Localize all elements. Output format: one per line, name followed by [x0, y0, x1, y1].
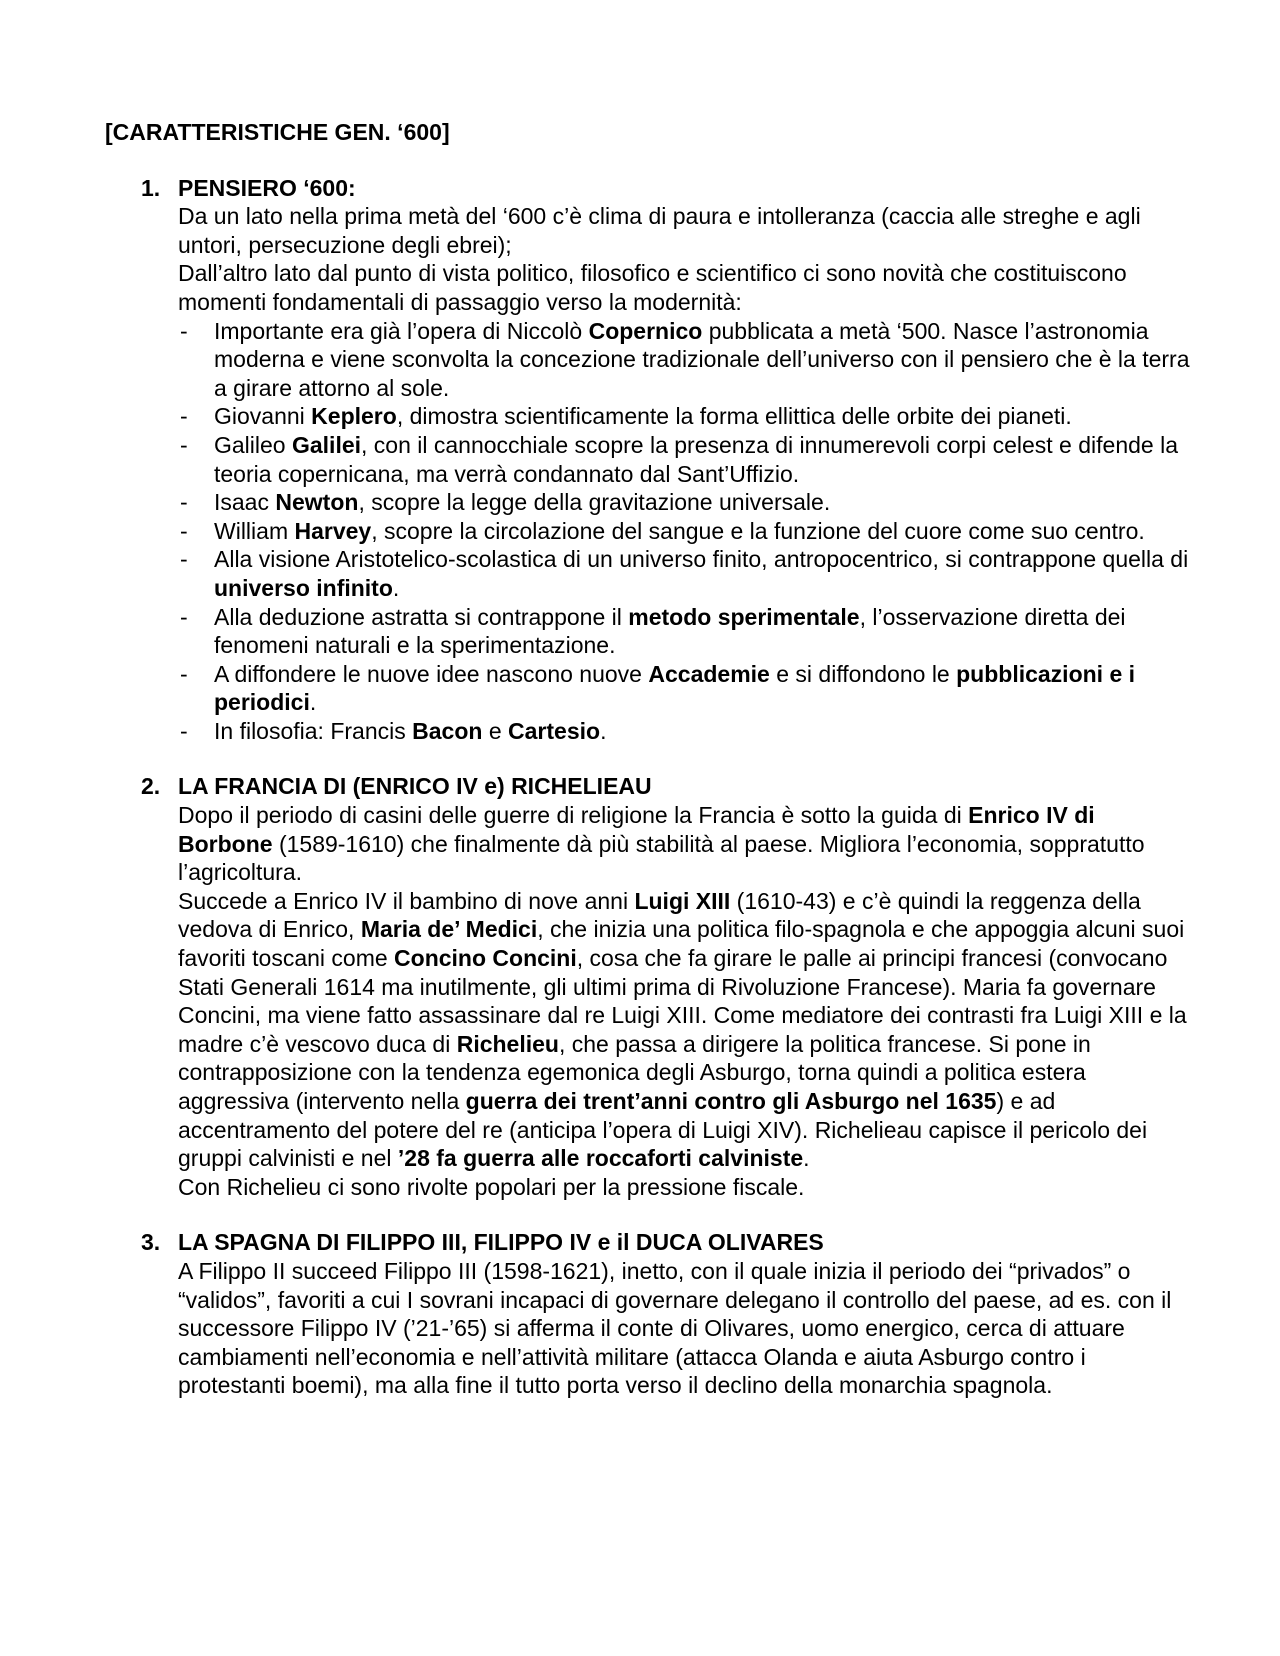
section-number: 2.: [141, 773, 161, 800]
text-run: , con il cannocchiale scopre la presenza di innumerevoli corpi celest e difende la teoria copernicana, ma verrà condannato dal Sant’Uffizio.: [214, 431, 1178, 487]
text-run: In filosofia: Francis: [214, 717, 413, 744]
text-run: A diffondere le nuove idee nascono nuove: [214, 660, 649, 687]
bullet-dash-icon: -: [180, 317, 188, 344]
text-run: Dall’altro lato dal punto di vista politico, filosofico e scientifico ci sono novità che costituiscono momenti fondamentali di passaggio verso la modernità:: [178, 260, 1127, 315]
bullet-dash-icon: -: [180, 546, 188, 573]
text-run: Dopo il periodo di casini delle guerre di religione la Francia è sotto la guida di: [178, 802, 969, 829]
bold-text: metodo sperimentale: [628, 603, 860, 630]
text-run: William: [214, 517, 295, 544]
section-number: 1.: [141, 174, 161, 201]
bold-text: Accademie: [648, 660, 770, 687]
bold-text: universo infinito: [214, 574, 393, 601]
text-run: .: [600, 717, 607, 744]
section-number: 3.: [141, 1229, 161, 1256]
text-run: ) e ad accentramento del potere del re (anticipa l’opera di Luigi XIV). Richelieau capisce il pericolo dei gruppi calvinisti e nel: [178, 1088, 1148, 1172]
paragraph: [178, 1173, 1190, 1202]
list-item: [178, 717, 1190, 746]
paragraph: [178, 1257, 1190, 1400]
text-run: , scopre la legge della gravitazione universale.: [358, 489, 831, 516]
section-2: [141, 772, 1190, 1201]
text-run: A Filippo II succeed Filippo III (1598-1621), inetto, con il quale inizia il periodo dei “privados” o “validos”, favoriti a cui I sovrani incapaci di governare delegano il controllo del paese, ad es. con il successore Filippo IV (’21-’65) si afferma il conte di Olivares, uomo energico, cerca di attuare cambiamenti nell’economia e nell’attività militare (attacca Olanda e aiuta Asburgo contro i protestanti boemi), ma alla fine il tutto porta verso il declino della monarchia spagnola.: [178, 1257, 1172, 1399]
bold-text: guerra dei trent’anni contro gli Asburgo nel 1635: [465, 1088, 997, 1114]
bold-text: ’28 fa guerra alle roccaforti calviniste: [397, 1145, 804, 1172]
section-title: LA FRANCIA DI (ENRICO IV e) RICHELIEAU: [178, 773, 652, 800]
section-title: PENSIERO ‘600:: [178, 174, 356, 201]
text-run: Da un lato nella prima metà del ‘600 c’è clima di paura e intolleranza (caccia alle streghe e agli untori, persecuzione degli ebrei);: [178, 203, 1141, 258]
bold-text: Bacon: [412, 717, 483, 744]
bullet-dash-icon: -: [180, 717, 188, 744]
paragraph: [178, 202, 1190, 259]
text-run: Isaac: [214, 489, 276, 516]
section-1: [141, 174, 1190, 746]
text-run: , cosa che fa girare le palle ai principi francesi (convocano Stati Generali 1614 ma inutilmente, gli ultimi prima di Rivoluzione Francese). Maria fa governare Concini, ma viene fatto assassinare dal re Luigi XIII. Come mediatore dei contrasti fra Luigi XIII e la madre c’è vescovo duca di: [178, 945, 1187, 1057]
text-run: , dimostra scientificamente la forma ellittica delle orbite dei pianeti.: [396, 403, 1072, 430]
text-run: Importante era già l’opera di Niccolò: [214, 317, 589, 344]
text-run: , che passa a dirigere la politica francese. Si pone in contrapposizione con la tendenza egemonica degli Asburgo, torna quindi a politica estera aggressiva (intervento nella: [178, 1030, 1091, 1114]
bold-text: Concino Concini: [394, 945, 577, 972]
list-item: [178, 488, 1190, 517]
bold-text: Cartesio: [508, 717, 601, 744]
bullet-dash-icon: -: [180, 603, 188, 630]
bold-text: Galilei: [291, 431, 362, 458]
bold-text: Enrico IV di Borbone: [178, 802, 1095, 857]
text-run: , l’osservazione diretta dei fenomeni naturali e la sperimentazione.: [214, 603, 1126, 659]
list-item: [178, 402, 1190, 431]
bold-text: Harvey: [294, 517, 372, 544]
text-run: e si diffondono le: [769, 660, 957, 687]
bold-text: Keplero: [311, 403, 397, 430]
paragraph: [178, 887, 1190, 1173]
paragraph: [178, 259, 1190, 316]
text-run: Galileo: [214, 431, 292, 458]
bullet-dash-icon: -: [180, 489, 188, 516]
text-run: Con Richelieu ci sono rivolte popolari per la pressione fiscale.: [178, 1173, 805, 1200]
page-title: [CARATTERISTICHE GEN. ‘600]: [105, 119, 450, 145]
text-run: Giovanni: [214, 403, 312, 430]
bold-text: pubblicazioni e i periodici: [214, 660, 1136, 716]
list-item: [178, 660, 1190, 717]
bullet-dash-icon: -: [180, 517, 188, 544]
bullet-dash-icon: -: [180, 660, 188, 687]
paragraph: [178, 801, 1190, 887]
list-item: [178, 517, 1190, 546]
list-item: [178, 603, 1190, 660]
text-run: Succede a Enrico IV il bambino di nove anni: [178, 887, 635, 914]
bold-text: Maria de’ Medici: [360, 916, 538, 943]
text-run: (1589-1610) che finalmente dà più stabilità al paese. Migliora l’economia, soppratutto l’agricoltura.: [178, 830, 1145, 886]
text-run: .: [309, 689, 317, 716]
bold-text: Richelieu: [456, 1030, 559, 1057]
section-title: LA SPAGNA DI FILIPPO III, FILIPPO IV e il DUCA OLIVARES: [178, 1229, 824, 1256]
text-run: , scopre la circolazione del sangue e la funzione del cuore come suo centro.: [371, 517, 1145, 544]
document-page: [105, 118, 1190, 1427]
list-item: [178, 317, 1190, 403]
bold-text: Luigi XIII: [634, 887, 731, 914]
text-run: Alla deduzione astratta si contrappone il: [214, 603, 629, 630]
text-run: Alla visione Aristotelico-scolastica di un universo finito, antropocentrico, si contrappone quella di: [214, 546, 1189, 573]
text-run: (1610-43) e c’è quindi la reggenza della vedova di Enrico,: [178, 887, 1141, 943]
sections: [105, 174, 1190, 1400]
bullet-dash-icon: -: [180, 431, 188, 458]
list-item: [178, 545, 1190, 602]
text-run: pubblicata a metà ‘500. Nasce l’astronomia moderna e viene sconvolta la concezione tradizionale dell’universo con il pensiero che è la terra a girare attorno al sole.: [214, 317, 1190, 401]
text-run: e: [482, 717, 509, 744]
bold-text: Newton: [275, 489, 359, 516]
bullet-list: [178, 317, 1190, 746]
text-run: .: [392, 574, 400, 601]
text-run: , che inizia una politica filo-spagnola e che appoggia alcuni suoi favoriti toscani come: [178, 916, 1185, 972]
bold-text: Copernico: [588, 317, 703, 344]
bullet-dash-icon: -: [180, 403, 188, 430]
section-3: [141, 1228, 1190, 1400]
text-run: .: [803, 1145, 810, 1172]
list-item: [178, 431, 1190, 488]
